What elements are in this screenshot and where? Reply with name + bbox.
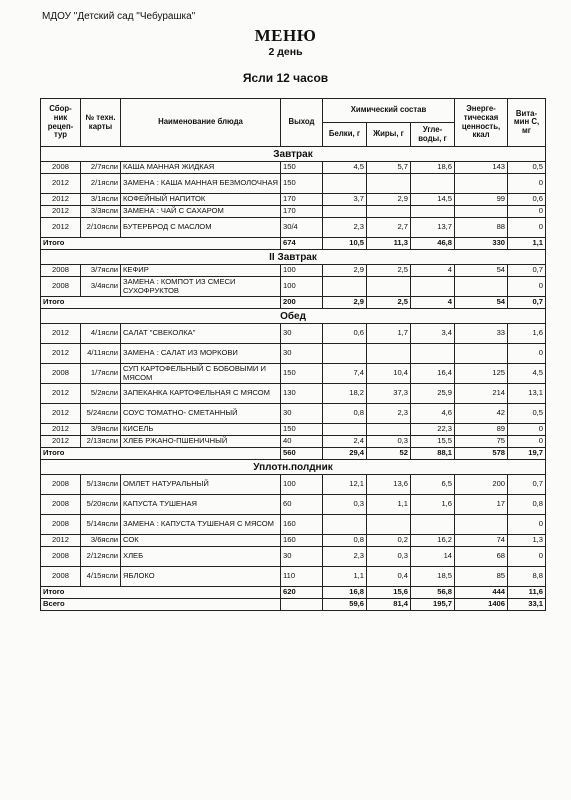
grand-total-row bbox=[41, 599, 546, 611]
collection-cell: 2008 bbox=[41, 265, 81, 277]
tech-card-cell: 3/1ясли bbox=[81, 194, 121, 206]
table-row bbox=[41, 218, 546, 238]
dish-name-cell: ЗАМЕНА : КАПУСТА ТУШЕНАЯ С МЯСОМ bbox=[121, 515, 281, 535]
vitamin-cell: 0,6 bbox=[508, 194, 546, 206]
total-carbs: 56,8 bbox=[411, 587, 455, 599]
total-output bbox=[281, 599, 323, 611]
total-vitamin: 0,7 bbox=[508, 297, 546, 309]
collection-cell: 2012 bbox=[41, 324, 81, 344]
carbs-cell: 16,2 bbox=[411, 535, 455, 547]
output-cell: 100 bbox=[281, 475, 323, 495]
dish-name-cell: КАША МАННАЯ ЖИДКАЯ bbox=[121, 162, 281, 174]
section-title: Уплотн.полдник bbox=[41, 460, 546, 475]
vitamin-cell: 0 bbox=[508, 206, 546, 218]
fat-cell bbox=[367, 174, 411, 194]
energy-cell: 68 bbox=[455, 547, 508, 567]
energy-cell: 214 bbox=[455, 384, 508, 404]
protein-cell: 18,2 bbox=[323, 384, 367, 404]
output-cell: 30 bbox=[281, 547, 323, 567]
snack-total-row bbox=[41, 587, 546, 599]
carbs-cell: 13,7 bbox=[411, 218, 455, 238]
energy-cell bbox=[455, 174, 508, 194]
tech-card-cell: 5/14ясли bbox=[81, 515, 121, 535]
energy-cell: 88 bbox=[455, 218, 508, 238]
fat-cell: 2,5 bbox=[367, 265, 411, 277]
collection-cell: 2012 bbox=[41, 194, 81, 206]
fat-cell bbox=[367, 206, 411, 218]
output-cell: 100 bbox=[281, 277, 323, 297]
output-cell: 100 bbox=[281, 265, 323, 277]
total-label: Всего bbox=[41, 599, 281, 611]
vitamin-cell: 8,8 bbox=[508, 567, 546, 587]
carbs-cell: 4 bbox=[411, 265, 455, 277]
carbs-cell: 16,4 bbox=[411, 364, 455, 384]
total-protein: 10,5 bbox=[323, 238, 367, 250]
protein-cell bbox=[323, 515, 367, 535]
output-cell: 30 bbox=[281, 344, 323, 364]
dish-name-cell: ЗАПЕКАНКА КАРТОФЕЛЬНАЯ С МЯСОМ bbox=[121, 384, 281, 404]
protein-cell bbox=[323, 277, 367, 297]
energy-cell: 54 bbox=[455, 265, 508, 277]
carbs-cell: 6,5 bbox=[411, 475, 455, 495]
vitamin-cell: 0 bbox=[508, 218, 546, 238]
vitamin-cell: 1,3 bbox=[508, 535, 546, 547]
table-row bbox=[41, 277, 546, 297]
protein-cell bbox=[323, 174, 367, 194]
table-row bbox=[41, 206, 546, 218]
total-fat: 15,6 bbox=[367, 587, 411, 599]
total-label: Итого bbox=[41, 448, 281, 460]
table-row bbox=[41, 265, 546, 277]
energy-cell: 42 bbox=[455, 404, 508, 424]
fat-cell bbox=[367, 344, 411, 364]
energy-cell: 200 bbox=[455, 475, 508, 495]
output-cell: 160 bbox=[281, 515, 323, 535]
fat-cell: 0,2 bbox=[367, 535, 411, 547]
carbs-cell: 14,5 bbox=[411, 194, 455, 206]
collection-cell: 2012 bbox=[41, 535, 81, 547]
dish-name-cell: ОМЛЕТ НАТУРАЛЬНЫЙ bbox=[121, 475, 281, 495]
tech-card-cell: 3/7ясли bbox=[81, 265, 121, 277]
vitamin-cell: 0,7 bbox=[508, 475, 546, 495]
tech-card-cell: 3/6ясли bbox=[81, 535, 121, 547]
output-cell: 150 bbox=[281, 424, 323, 436]
total-label: Итого bbox=[41, 297, 281, 309]
dish-name-cell: СОУС ТОМАТНО- СМЕТАННЫЙ bbox=[121, 404, 281, 424]
menu-table bbox=[40, 98, 546, 611]
dish-name-cell: ХЛЕБ bbox=[121, 547, 281, 567]
dish-name-cell: ЗАМЕНА : КАША МАННАЯ БЕЗМОЛОЧНАЯ bbox=[121, 174, 281, 194]
dish-name-cell: БУТЕРБРОД С МАСЛОМ bbox=[121, 218, 281, 238]
carbs-cell: 22,3 bbox=[411, 424, 455, 436]
collection-cell: 2008 bbox=[41, 495, 81, 515]
fat-cell: 37,3 bbox=[367, 384, 411, 404]
tech-card-cell: 5/24ясли bbox=[81, 404, 121, 424]
header-energy: Энерге-тическая ценность, ккал bbox=[455, 99, 508, 147]
energy-cell: 125 bbox=[455, 364, 508, 384]
tech-card-cell: 5/2ясли bbox=[81, 384, 121, 404]
collection-cell: 2008 bbox=[41, 567, 81, 587]
total-protein: 29,4 bbox=[323, 448, 367, 460]
tech-card-cell: 3/3ясли bbox=[81, 206, 121, 218]
vitamin-cell: 0,5 bbox=[508, 404, 546, 424]
table-row bbox=[41, 436, 546, 448]
dish-name-cell: СОК bbox=[121, 535, 281, 547]
output-cell: 30 bbox=[281, 324, 323, 344]
protein-cell: 1,1 bbox=[323, 567, 367, 587]
table-row bbox=[41, 384, 546, 404]
total-vitamin: 19,7 bbox=[508, 448, 546, 460]
collection-cell: 2008 bbox=[41, 277, 81, 297]
collection-cell: 2012 bbox=[41, 218, 81, 238]
collection-cell: 2012 bbox=[41, 174, 81, 194]
collection-cell: 2012 bbox=[41, 404, 81, 424]
fat-cell: 0,3 bbox=[367, 436, 411, 448]
output-cell: 150 bbox=[281, 174, 323, 194]
output-cell: 130 bbox=[281, 384, 323, 404]
section-header bbox=[41, 460, 546, 475]
table-row bbox=[41, 162, 546, 174]
vitamin-cell: 1,6 bbox=[508, 324, 546, 344]
energy-cell: 75 bbox=[455, 436, 508, 448]
protein-cell: 4,5 bbox=[323, 162, 367, 174]
table-row bbox=[41, 424, 546, 436]
tech-card-cell: 2/1ясли bbox=[81, 174, 121, 194]
dish-name-cell: ЗАМЕНА : САЛАТ ИЗ МОРКОВИ bbox=[121, 344, 281, 364]
energy-cell: 33 bbox=[455, 324, 508, 344]
protein-cell: 12,1 bbox=[323, 475, 367, 495]
header-carbs: Угле-воды, г bbox=[411, 123, 455, 147]
section-title: Завтрак bbox=[41, 147, 546, 162]
dish-name-cell: ХЛЕБ РЖАНО-ПШЕНИЧНЫЙ bbox=[121, 436, 281, 448]
energy-cell bbox=[455, 344, 508, 364]
protein-cell bbox=[323, 424, 367, 436]
day-subtitle: 2 день bbox=[268, 46, 303, 58]
energy-cell: 85 bbox=[455, 567, 508, 587]
protein-cell: 3,7 bbox=[323, 194, 367, 206]
protein-cell: 0,8 bbox=[323, 404, 367, 424]
collection-cell: 2012 bbox=[41, 206, 81, 218]
fat-cell: 0,4 bbox=[367, 567, 411, 587]
carbs-cell bbox=[411, 344, 455, 364]
vitamin-cell: 0 bbox=[508, 436, 546, 448]
tech-card-cell: 4/1ясли bbox=[81, 324, 121, 344]
tech-card-cell: 3/4ясли bbox=[81, 277, 121, 297]
carbs-cell bbox=[411, 515, 455, 535]
output-cell: 60 bbox=[281, 495, 323, 515]
tech-card-cell: 3/9ясли bbox=[81, 424, 121, 436]
carbs-cell: 4,6 bbox=[411, 404, 455, 424]
energy-cell: 99 bbox=[455, 194, 508, 206]
vitamin-cell: 4,5 bbox=[508, 364, 546, 384]
collection-cell: 2008 bbox=[41, 547, 81, 567]
total-energy: 444 bbox=[455, 587, 508, 599]
vitamin-cell: 0,7 bbox=[508, 265, 546, 277]
energy-cell: 89 bbox=[455, 424, 508, 436]
output-cell: 170 bbox=[281, 206, 323, 218]
carbs-cell: 25,9 bbox=[411, 384, 455, 404]
table-row bbox=[41, 495, 546, 515]
header-output: Выход bbox=[281, 99, 323, 147]
collection-cell: 2008 bbox=[41, 162, 81, 174]
carbs-cell: 15,5 bbox=[411, 436, 455, 448]
total-vitamin: 11,6 bbox=[508, 587, 546, 599]
vitamin-cell: 0 bbox=[508, 344, 546, 364]
dish-name-cell: КИСЕЛЬ bbox=[121, 424, 281, 436]
total-vitamin: 1,1 bbox=[508, 238, 546, 250]
breakfast2-total-row bbox=[41, 297, 546, 309]
vitamin-cell: 0,5 bbox=[508, 162, 546, 174]
output-cell: 40 bbox=[281, 436, 323, 448]
total-output: 200 bbox=[281, 297, 323, 309]
total-energy: 330 bbox=[455, 238, 508, 250]
tech-card-cell: 4/15ясли bbox=[81, 567, 121, 587]
header-fat: Жиры, г bbox=[367, 123, 411, 147]
protein-cell: 0,6 bbox=[323, 324, 367, 344]
energy-cell bbox=[455, 515, 508, 535]
protein-cell: 0,3 bbox=[323, 495, 367, 515]
total-carbs: 195,7 bbox=[411, 599, 455, 611]
collection-cell: 2008 bbox=[41, 475, 81, 495]
total-carbs: 88,1 bbox=[411, 448, 455, 460]
energy-cell: 143 bbox=[455, 162, 508, 174]
section-title: Обед bbox=[41, 309, 546, 324]
output-cell: 110 bbox=[281, 567, 323, 587]
header-vitamin: Вита-мин С, мг bbox=[508, 99, 546, 147]
carbs-cell: 3,4 bbox=[411, 324, 455, 344]
tech-card-cell: 2/7ясли bbox=[81, 162, 121, 174]
carbs-cell: 1,6 bbox=[411, 495, 455, 515]
total-energy: 578 bbox=[455, 448, 508, 460]
header-tech-card: № техн. карты bbox=[81, 99, 121, 147]
fat-cell: 0,3 bbox=[367, 547, 411, 567]
page-title: МЕНЮ bbox=[254, 26, 317, 45]
energy-cell: 74 bbox=[455, 535, 508, 547]
table-row bbox=[41, 475, 546, 495]
table-row bbox=[41, 194, 546, 206]
total-output: 560 bbox=[281, 448, 323, 460]
output-cell: 150 bbox=[281, 364, 323, 384]
collection-cell: 2012 bbox=[41, 384, 81, 404]
total-carbs: 46,8 bbox=[411, 238, 455, 250]
carbs-cell bbox=[411, 174, 455, 194]
collection-cell: 2012 bbox=[41, 344, 81, 364]
dish-name-cell: КЕФИР bbox=[121, 265, 281, 277]
table-row bbox=[41, 324, 546, 344]
fat-cell: 13,6 bbox=[367, 475, 411, 495]
dish-name-cell: ЗАМЕНА : ЧАЙ С САХАРОМ bbox=[121, 206, 281, 218]
protein-cell: 2,3 bbox=[323, 547, 367, 567]
tech-card-cell: 2/12ясли bbox=[81, 547, 121, 567]
header-sbornik: Сбор-ник рецеп-тур bbox=[41, 99, 81, 147]
protein-cell: 0,8 bbox=[323, 535, 367, 547]
total-output: 620 bbox=[281, 587, 323, 599]
tech-card-cell: 2/10ясли bbox=[81, 218, 121, 238]
total-fat: 2,5 bbox=[367, 297, 411, 309]
collection-cell: 2012 bbox=[41, 436, 81, 448]
collection-cell: 2012 bbox=[41, 424, 81, 436]
table-row bbox=[41, 364, 546, 384]
fat-cell bbox=[367, 277, 411, 297]
total-label: Итого bbox=[41, 238, 281, 250]
fat-cell: 10,4 bbox=[367, 364, 411, 384]
total-protein: 16,8 bbox=[323, 587, 367, 599]
fat-cell bbox=[367, 515, 411, 535]
vitamin-cell: 0 bbox=[508, 174, 546, 194]
section-header bbox=[41, 147, 546, 162]
fat-cell: 2,3 bbox=[367, 404, 411, 424]
protein-cell: 2,3 bbox=[323, 218, 367, 238]
protein-cell bbox=[323, 206, 367, 218]
carbs-cell: 14 bbox=[411, 547, 455, 567]
vitamin-cell: 0,8 bbox=[508, 495, 546, 515]
total-energy: 1406 bbox=[455, 599, 508, 611]
total-protein: 59,6 bbox=[323, 599, 367, 611]
lunch-total-row bbox=[41, 448, 546, 460]
output-cell: 170 bbox=[281, 194, 323, 206]
total-protein: 2,9 bbox=[323, 297, 367, 309]
output-cell: 30 bbox=[281, 404, 323, 424]
organization-name: МДОУ "Детский сад "Чебурашка" bbox=[42, 11, 196, 22]
fat-cell bbox=[367, 424, 411, 436]
breakfast-total-row bbox=[41, 238, 546, 250]
protein-cell bbox=[323, 344, 367, 364]
vitamin-cell: 13,1 bbox=[508, 384, 546, 404]
total-energy: 54 bbox=[455, 297, 508, 309]
vitamin-cell: 0 bbox=[508, 547, 546, 567]
energy-cell: 17 bbox=[455, 495, 508, 515]
section-header bbox=[41, 250, 546, 265]
table-row bbox=[41, 174, 546, 194]
total-carbs: 4 bbox=[411, 297, 455, 309]
dish-name-cell: ЯБЛОКО bbox=[121, 567, 281, 587]
protein-cell: 2,9 bbox=[323, 265, 367, 277]
total-label: Итого bbox=[41, 587, 281, 599]
table-row bbox=[41, 515, 546, 535]
output-cell: 160 bbox=[281, 535, 323, 547]
total-fat: 52 bbox=[367, 448, 411, 460]
header-dish-name: Наименование блюда bbox=[121, 99, 281, 147]
collection-cell: 2008 bbox=[41, 364, 81, 384]
header-chemical-composition: Химический состав bbox=[323, 99, 455, 123]
header-protein: Белки, г bbox=[323, 123, 367, 147]
dish-name-cell: КАПУСТА ТУШЕНАЯ bbox=[121, 495, 281, 515]
table-row bbox=[41, 404, 546, 424]
output-cell: 30/4 bbox=[281, 218, 323, 238]
collection-cell: 2008 bbox=[41, 515, 81, 535]
vitamin-cell: 0 bbox=[508, 515, 546, 535]
table-row bbox=[41, 567, 546, 587]
carbs-cell: 18,5 bbox=[411, 567, 455, 587]
total-fat: 81,4 bbox=[367, 599, 411, 611]
protein-cell: 2,4 bbox=[323, 436, 367, 448]
section-title: II Завтрак bbox=[41, 250, 546, 265]
protein-cell: 7,4 bbox=[323, 364, 367, 384]
total-output: 674 bbox=[281, 238, 323, 250]
section-header bbox=[41, 309, 546, 324]
table-row bbox=[41, 547, 546, 567]
carbs-cell: 18,6 bbox=[411, 162, 455, 174]
fat-cell: 2,9 bbox=[367, 194, 411, 206]
tech-card-cell: 5/13ясли bbox=[81, 475, 121, 495]
energy-cell bbox=[455, 277, 508, 297]
table-row bbox=[41, 344, 546, 364]
vitamin-cell: 0 bbox=[508, 424, 546, 436]
tech-card-cell: 4/11ясли bbox=[81, 344, 121, 364]
total-fat: 11,3 bbox=[367, 238, 411, 250]
tech-card-cell: 2/13ясли bbox=[81, 436, 121, 448]
fat-cell: 1,1 bbox=[367, 495, 411, 515]
carbs-cell bbox=[411, 277, 455, 297]
total-vitamin: 33,1 bbox=[508, 599, 546, 611]
fat-cell: 5,7 bbox=[367, 162, 411, 174]
fat-cell: 2,7 bbox=[367, 218, 411, 238]
dish-name-cell: ЗАМЕНА : КОМПОТ ИЗ СМЕСИ СУХОФРУКТОВ bbox=[121, 277, 281, 297]
group-title: Ясли 12 часов bbox=[242, 71, 329, 85]
vitamin-cell: 0 bbox=[508, 277, 546, 297]
energy-cell bbox=[455, 206, 508, 218]
fat-cell: 1,7 bbox=[367, 324, 411, 344]
tech-card-cell: 1/7ясли bbox=[81, 364, 121, 384]
dish-name-cell: САЛАТ "СВЕКОЛКА" bbox=[121, 324, 281, 344]
output-cell: 150 bbox=[281, 162, 323, 174]
dish-name-cell: СУП КАРТОФЕЛЬНЫЙ С БОБОВЫМИ И МЯСОМ bbox=[121, 364, 281, 384]
tech-card-cell: 5/20ясли bbox=[81, 495, 121, 515]
dish-name-cell: КОФЕЙНЫЙ НАПИТОК bbox=[121, 194, 281, 206]
table-row bbox=[41, 535, 546, 547]
carbs-cell bbox=[411, 206, 455, 218]
